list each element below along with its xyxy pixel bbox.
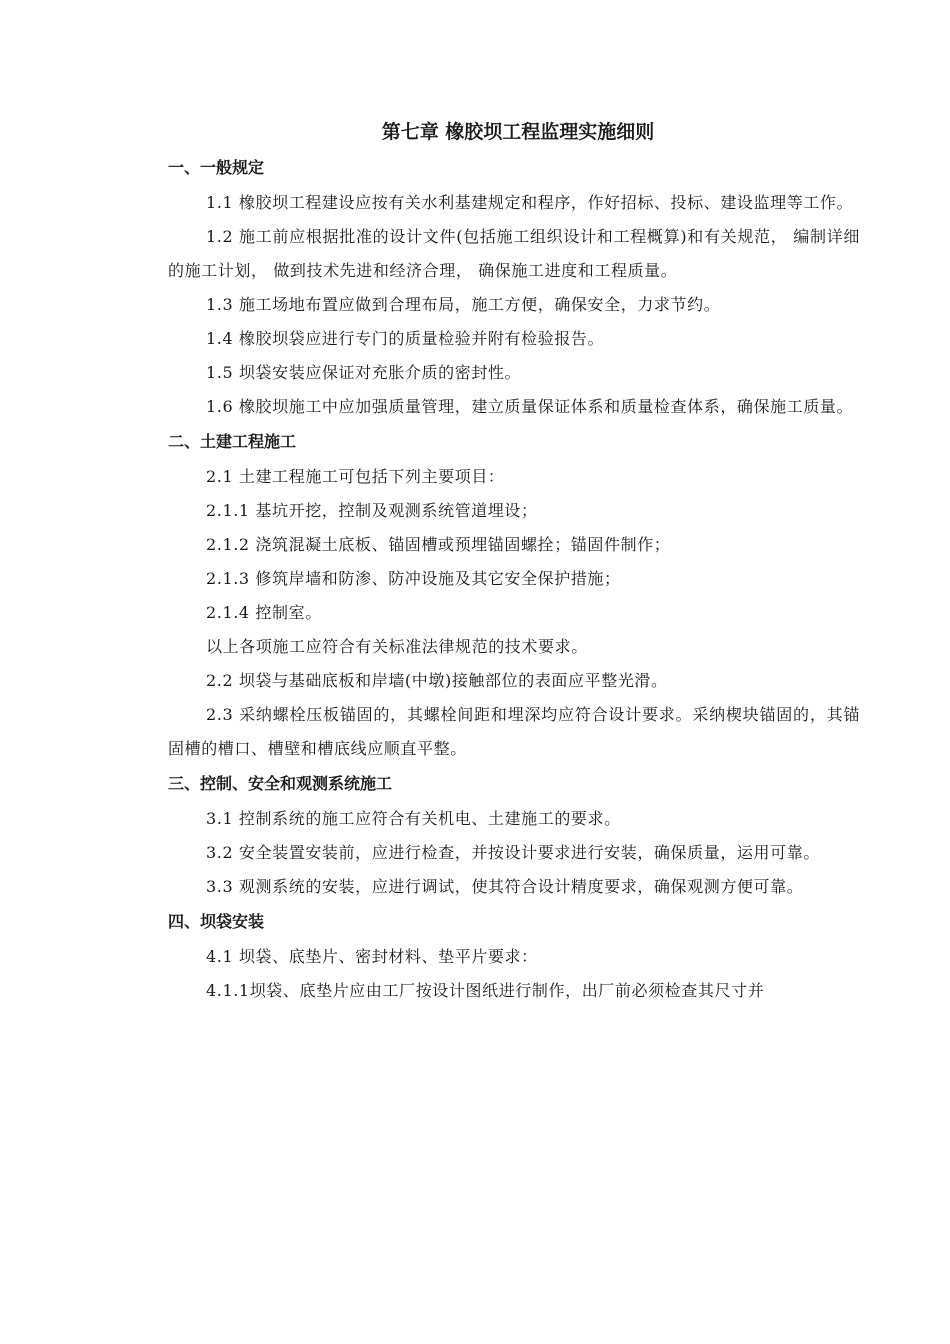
section-heading: 二、土建工程施工 — [168, 432, 297, 451]
section-control-safety-observation — [168, 772, 860, 904]
section-heading: 一、一般规定 — [168, 158, 265, 177]
page-title: 第七章 橡胶坝工程监理实施细则 — [381, 121, 655, 143]
paragraph: 2.1.4 控制室。 — [206, 603, 322, 622]
paragraph: 1.4 橡胶坝袋应进行专门的质量检验并附有检验报告。 — [206, 329, 605, 348]
section-general-rules — [168, 156, 860, 424]
paragraph: 1.2 施工前应根据批准的设计文件(包括施工组织设计和工程概算)和有关规范， 编制详细的施工计划， 做到技术先进和经济合理， 确保施工进度和工程质量。 — [168, 227, 860, 280]
section-dam-bag-installation — [168, 910, 860, 1008]
paragraph: 2.1.1 基坑开挖，控制及观测系统管道埋设； — [206, 501, 538, 520]
section-civil-construction — [168, 430, 860, 766]
paragraph: 1.6 橡胶坝施工中应加强质量管理，建立质量保证体系和质量检查体系，确保施工质量。 — [206, 397, 854, 416]
paragraph: 3.1 控制系统的施工应符合有关机电、土建施工的要求。 — [206, 809, 621, 828]
section-heading: 四、坝袋安装 — [168, 912, 265, 931]
section-heading: 三、控制、安全和观测系统施工 — [168, 774, 393, 793]
paragraph: 3.2 安全装置安装前，应进行检查，并按设计要求进行安装，确保质量，运用可靠。 — [206, 843, 820, 862]
paragraph: 以上各项施工应符合有关标准法律规范的技术要求。 — [206, 637, 588, 656]
paragraph: 3.3 观测系统的安装，应进行调试，使其符合设计精度要求，确保观测方便可靠。 — [206, 877, 804, 896]
paragraph: 2.3 采纳螺栓压板锚固的，其螺栓间距和埋深均应符合设计要求。采纳楔块锚固的，其锚固槽的槽口、槽壁和槽底线应顺直平整。 — [168, 705, 860, 758]
paragraph: 2.1.3 修筑岸墙和防渗、防冲设施及其它安全保护措施； — [206, 569, 621, 588]
paragraph: 1.5 坝袋安装应保证对充胀介质的密封性。 — [206, 363, 522, 382]
paragraph: 2.1 土建工程施工可包括下列主要项目： — [206, 467, 505, 486]
paragraph: 4.1.1坝袋、底垫片应由工厂按设计图纸进行制作，出厂前必须检查其尺寸并 — [206, 981, 765, 1000]
paragraph: 4.1 坝袋、底垫片、密封材料、垫平片要求： — [206, 947, 538, 966]
document-page — [168, 118, 860, 1008]
paragraph: 2.2 坝袋与基础底板和岸墙(中墩)接触部位的表面应平整光滑。 — [206, 671, 668, 690]
paragraph: 1.3 施工场地布置应做到合理布局，施工方便，确保安全，力求节约。 — [206, 295, 721, 314]
paragraph: 1.1 橡胶坝工程建设应按有关水利基建规定和程序，作好招标、投标、建设监理等工作。 — [206, 193, 854, 212]
paragraph: 2.1.2 浇筑混凝土底板、锚固槽或预埋锚固螺拴；锚固件制作； — [206, 535, 671, 554]
